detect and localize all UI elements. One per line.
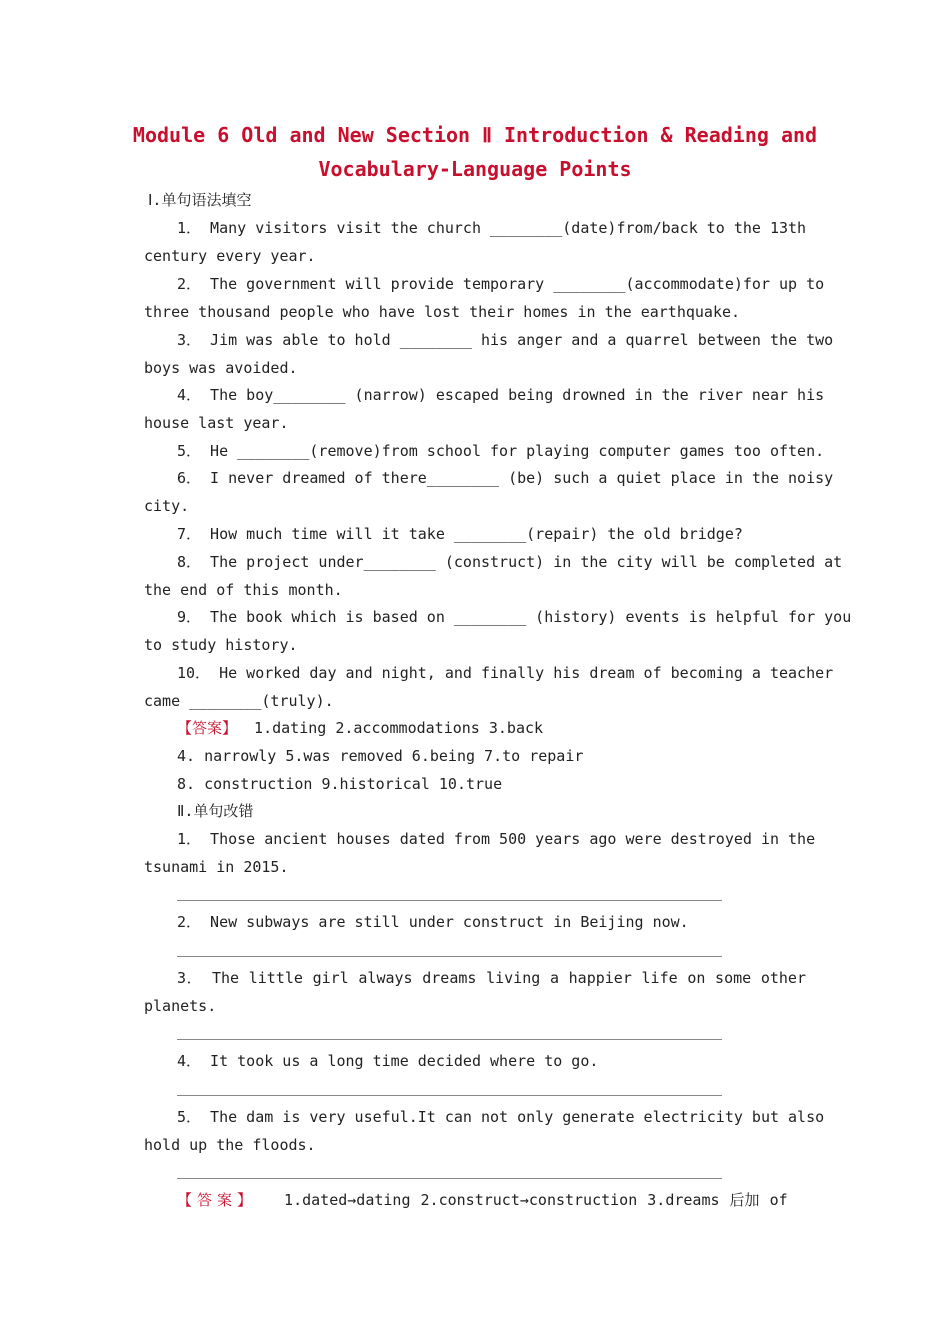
- question-line: three thousand people who have lost their homes in the earthquake.: [144, 303, 741, 321]
- section-2-heading: Ⅱ.单句改错: [177, 802, 254, 820]
- question-line: hold up the floods.: [144, 1136, 316, 1154]
- question-line: boys was avoided.: [144, 359, 298, 377]
- question-line: the end of this month.: [144, 581, 343, 599]
- title-line-2: Vocabulary-Language Points: [318, 157, 632, 181]
- question-line: 7． How much time will it take ________(repair) the old bridge?: [177, 525, 743, 543]
- question-line: 5． The dam is very useful.It can not only generate electricity but also: [177, 1108, 825, 1126]
- answer-blank-line: [177, 1095, 722, 1096]
- answer-line: [177, 1190, 806, 1210]
- question-line: 5． He ________(remove)from school for playing computer games too often.: [177, 442, 825, 460]
- question-line: century every year.: [144, 247, 316, 265]
- question-line: 1． Many visitors visit the church ________(date)from/back to the 13th: [177, 219, 807, 237]
- answer-blank-line: [177, 900, 722, 901]
- question-line: 10． He worked day and night, and finally his dream of becoming a teacher: [177, 664, 834, 682]
- question-line: city.: [144, 497, 190, 515]
- question-line: 9． The book which is based on ________ (history) events is helpful for you: [177, 608, 852, 626]
- question-line: 1． Those ancient houses dated from 500 years ago were destroyed in the: [177, 830, 816, 848]
- question-line: house last year.: [144, 414, 289, 432]
- answer-line: 4. narrowly 5.was removed 6.being 7.to repair: [177, 747, 584, 765]
- question-line: 4． It took us a long time decided where to go.: [177, 1052, 599, 1070]
- question-line: 4． The boy________ (narrow) escaped being drowned in the river near his: [177, 386, 825, 404]
- question-line: to study history.: [144, 636, 298, 654]
- question-line: 3． The little girl always dreams living a happier life on some other: [177, 969, 806, 987]
- answer-blank-line: [177, 956, 722, 957]
- question-line: came ________(truly).: [144, 692, 334, 710]
- question-line: tsunami in 2015.: [144, 858, 289, 876]
- question-line: 3． Jim was able to hold ________ his anger and a quarrel between the two: [177, 331, 834, 349]
- answer-line: [177, 718, 806, 738]
- answer-tag: 【答案】: [177, 719, 238, 737]
- question-line: planets.: [144, 997, 217, 1015]
- question-line: 2． New subways are still under construct in Beijing now.: [177, 913, 689, 931]
- question-line: 8． The project under________ (construct) in the city will be completed at: [177, 553, 843, 571]
- title-line-1: Module 6 Old and New Section Ⅱ Introduction & Reading and: [132, 123, 818, 147]
- question-line: 6． I never dreamed of there________ (be) such a quiet place in the noisy: [177, 469, 834, 487]
- page-title: [130, 118, 820, 186]
- answer-blank-line: [177, 1178, 722, 1179]
- answer-text: 1.dating 2.accommodations 3.back: [254, 719, 544, 737]
- answer-blank-line: [177, 1039, 722, 1040]
- answer-text: 1.dated→dating 2.construct→construction 3.dreams 后加 of: [284, 1191, 788, 1209]
- answer-tag: 【答案】: [177, 1191, 258, 1209]
- answer-line: 8. construction 9.historical 10.true: [177, 775, 503, 793]
- question-line: 2． The government will provide temporary ________(accommodate)for up to: [177, 275, 825, 293]
- section-1-heading: Ⅰ.单句语法填空: [148, 191, 252, 209]
